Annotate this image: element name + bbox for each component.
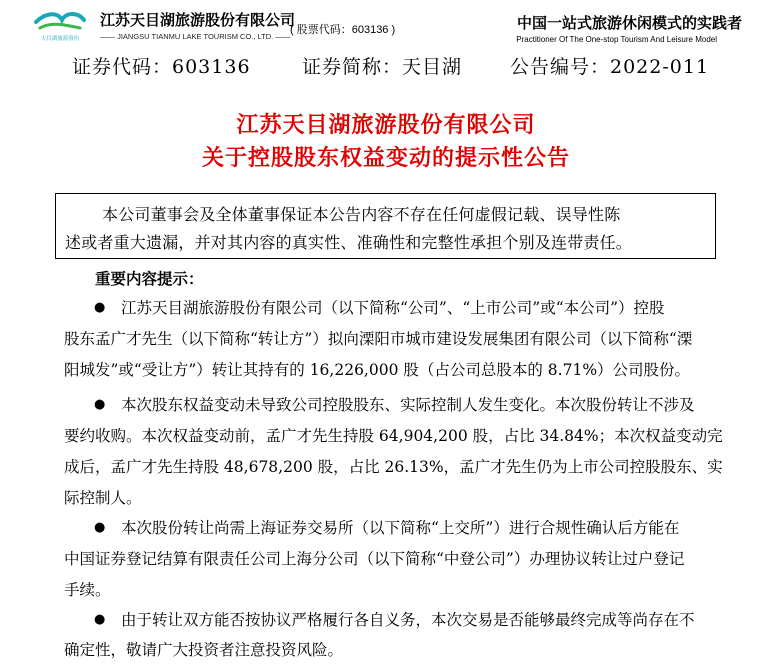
bullet-icon: ●	[94, 397, 106, 412]
board-guarantee-notice	[55, 193, 716, 259]
stock-abbreviation: 证券简称：天目湖	[302, 56, 463, 78]
paragraph-line: 本次股东权益变动未导致公司控股股东、实际控制人发生变化。本次股份转让不涉及	[121, 396, 695, 414]
company-logo-icon	[32, 8, 88, 44]
paragraph-line: 确定性，敬请广大投资者注意投资风险。	[64, 641, 344, 659]
document-title-line1: 江苏天目湖旅游股份有限公司	[236, 112, 536, 138]
company-name-cn: 江苏天目湖旅游股份有限公司	[100, 12, 296, 29]
key-points-heading: 重要内容提示：	[95, 269, 204, 288]
notice-line: 述或者重大遗漏，并对其内容的真实性、准确性和完整性承担个别及连带责任。	[65, 233, 633, 252]
paragraph-line: 手续。	[64, 581, 111, 599]
paragraph-line: 中国证券登记结算有限责任公司上海分公司（以下简称“中登公司”）办理协议转让过户登记	[64, 550, 685, 568]
company-name-en: —— JIANGSU TIANMU LAKE TOURISM CO., LTD. ——	[100, 32, 291, 41]
stock-code: 证券代码：603136	[72, 56, 251, 78]
bullet-icon: ●	[94, 520, 106, 535]
paragraph-line: 际控制人。	[64, 489, 142, 507]
header-stock-code: ( 股票代码：603136 )	[290, 24, 396, 36]
paragraph-line: 阳城发”或“受让方”）转让其持有的 16,226,000 股（占公司总股本的 8.71%）公司股份。	[64, 361, 691, 379]
paragraph-line: 江苏天目湖旅游股份有限公司（以下简称“公司”、“上市公司”或“本公司”）控股	[121, 299, 665, 317]
notice-line: 本公司董事会及全体董事保证本公告内容不存在任何虚假记载、误导性陈	[102, 205, 621, 224]
paragraph-line: 股东孟广才先生（以下简称“转让方”）拟向溧阳市城市建设发展集团有限公司（以下简称“溧	[64, 330, 693, 348]
notice-number: 公告编号：2022-011	[510, 56, 710, 78]
slogan-en: Practitioner Of The One-stop Tourism And Leisure Model	[516, 35, 717, 44]
slogan-cn: 中国一站式旅游休闲模式的实践者	[516, 14, 742, 32]
document-title-line2: 关于控股股东权益变动的提示性公告	[201, 145, 570, 171]
bullet-icon: ●	[94, 612, 106, 627]
paragraph-line: 本次股份转让尚需上海证券交易所（以下简称“上交所”）进行合规性确认后方能在	[121, 519, 680, 537]
letterhead	[0, 0, 772, 46]
paragraph-line: 要约收购。本次权益变动前，孟广才先生持股 64,904,200 股，占比 34.84%；本次权益变动完	[64, 427, 723, 445]
paragraph-line: 由于转让双方能否按协议严格履行各自义务，本次交易是否能够最终完成等尚存在不	[121, 611, 695, 629]
bullet-icon: ●	[94, 300, 106, 315]
logo-caption: 天目湖旅游股份	[40, 36, 80, 42]
paragraph-line: 成后，孟广才先生持股 48,678,200 股，占比 26.13%，孟广才先生仍为上市公司控股股东、实	[64, 458, 723, 476]
